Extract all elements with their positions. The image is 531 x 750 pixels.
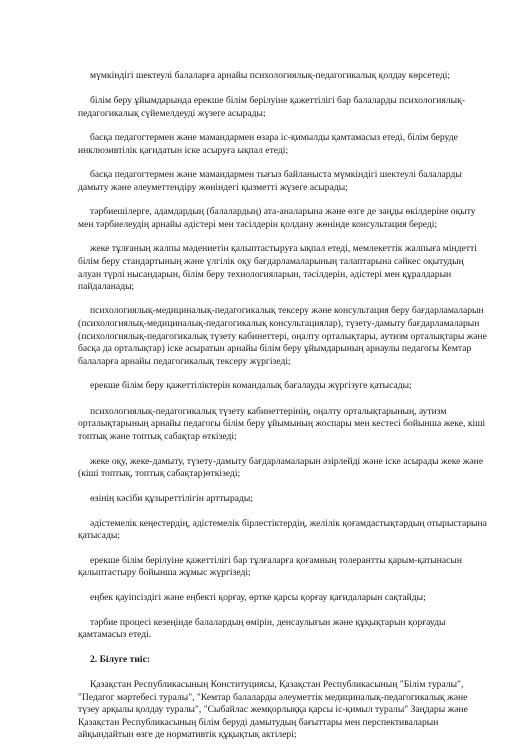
paragraph-14: еңбек қауіпсіздігі және еңбекті қорғау, өртке қарсы қорғау қағидаларын сақтайды; (90, 591, 426, 603)
paragraph-4: басқа педагогтермен және мамандармен тығыз байланыста мүмкіндігі шектеулі балаларды дамыту және әлеуметтендіру жөніндегі қызметті жүзеге асырады; (78, 169, 462, 193)
paragraph-12: әдістемелік кеңестердің, әдістемелік бірлестіктердің, желілік қоғамдастықтардың отырыстарына қатысады; (78, 517, 487, 542)
paragraph-11: өзінің кәсіби құзыреттілігін арттырады; (90, 492, 254, 504)
paragraph-10: жеке оқу, жеке-дамыту, түзету-дамыту бағдарламаларын әзірлейді және іске асырады жеке және (кіші топтық, топтық сабақтар)өткізеді; (78, 455, 484, 480)
paragraph-7: психологиялық-медициналық-педагогикалық тексеру және консультация беру бағдарламаларын (психологиялық-медициналық-педагогикалық консультациялар), түзету-дамыту бағдарламаларын (психологиялық-педагогикалық түзету кабинеттері, оңалту орталықтары, аутизм орталықтары және басқа да орталықтар) іске асыратын арнайы білім беру ұйымдарының арнаулы педагогы Кемтар балаларға арнайы педагогикалық тексеру жүргізеді; (78, 305, 487, 367)
section-heading: 2. Білуге тиіс: (90, 653, 151, 665)
final-paragraph: Қазақстан Республикасының Конституциясы, Қазақстан Республикасының "Білім туралы", "Педагог мәртебесі туралы", "Кемтар балаларды әлеуметтік медициналық-педагогикалық және түзеу арқылы қолдау туралы", "Сыбайлас жемқорлыққа қарсы іс-қимыл туралы" Заңдары және Қазақстан Республикасының білім беруді дамытудың бағыттары мен перспективаларын айқындайтын өзге де нормативтік құқықтық актілері; (78, 679, 468, 741)
paragraph-5: тәрбиешілерге, адамдардың (балалардың) ата-аналарына және өзге де заңды өкілдеріне оқыту мен тәрбиелеудің арнайы әдістері мен тәсілдерін қолдану жөнінде консультация береді; (78, 206, 476, 230)
paragraph-2: білім беру ұйымдарында ерекше білім берілуіне қажеттілігі бар балаларды психологиялық-педагогикалық сүйемелдеуді жүзеге асырады; (78, 95, 465, 119)
paragraph-3: басқа педагогтермен және мамандармен өзара іс-қимылды қамтамасыз етеді, білім беруде инклюзивтілік қағидатын іске асыруға ықпал етеді; (78, 132, 458, 156)
paragraph-8: ерекше білім беру қажеттіліктерін командалық бағалауды жүргізуге қатысады; (90, 380, 412, 392)
paragraph-6: жеке тұлғаның жалпы мәдениетін қалыптастыруға ықпал етеді, мемлекеттік жалпыға міндетті білім беру стандартының және үлгілік оқу бағдарламаларының талаптарына сәйкес оқытудың алуан түрлі нысандарын, білім беру технологияларын, тәсілдерін, әдістері мен құралдарын пайдаланады; (78, 243, 477, 293)
paragraph-13: ерекше білім берілуіне қажеттілігі бар тұлғаларға қоғамның толерантты қарым-қатынасын қалыптастыру бойынша жұмыс жүргізеді; (78, 554, 463, 579)
paragraph-9: психологиялық-педагогикалық түзету кабинеттерінің, оңалту орталықтарының, аутизм орталықтарының арнайы педагогы білім беру ұйымының жоспары мен кестесі бойынша жеке, кіші топтық және топтық сабақтар өткізеді; (78, 405, 486, 442)
paragraph-1: мүмкіндігі шектеулі балаларға арнайы психологиялық-педагогикалық қолдау көрсетеді; (90, 70, 451, 81)
paragraph-15: тәрбие процесі кезеңінде балалардың өмірін, денсаулығын және құқықтарын қорғауды қамтамасыз етеді. (78, 616, 446, 641)
